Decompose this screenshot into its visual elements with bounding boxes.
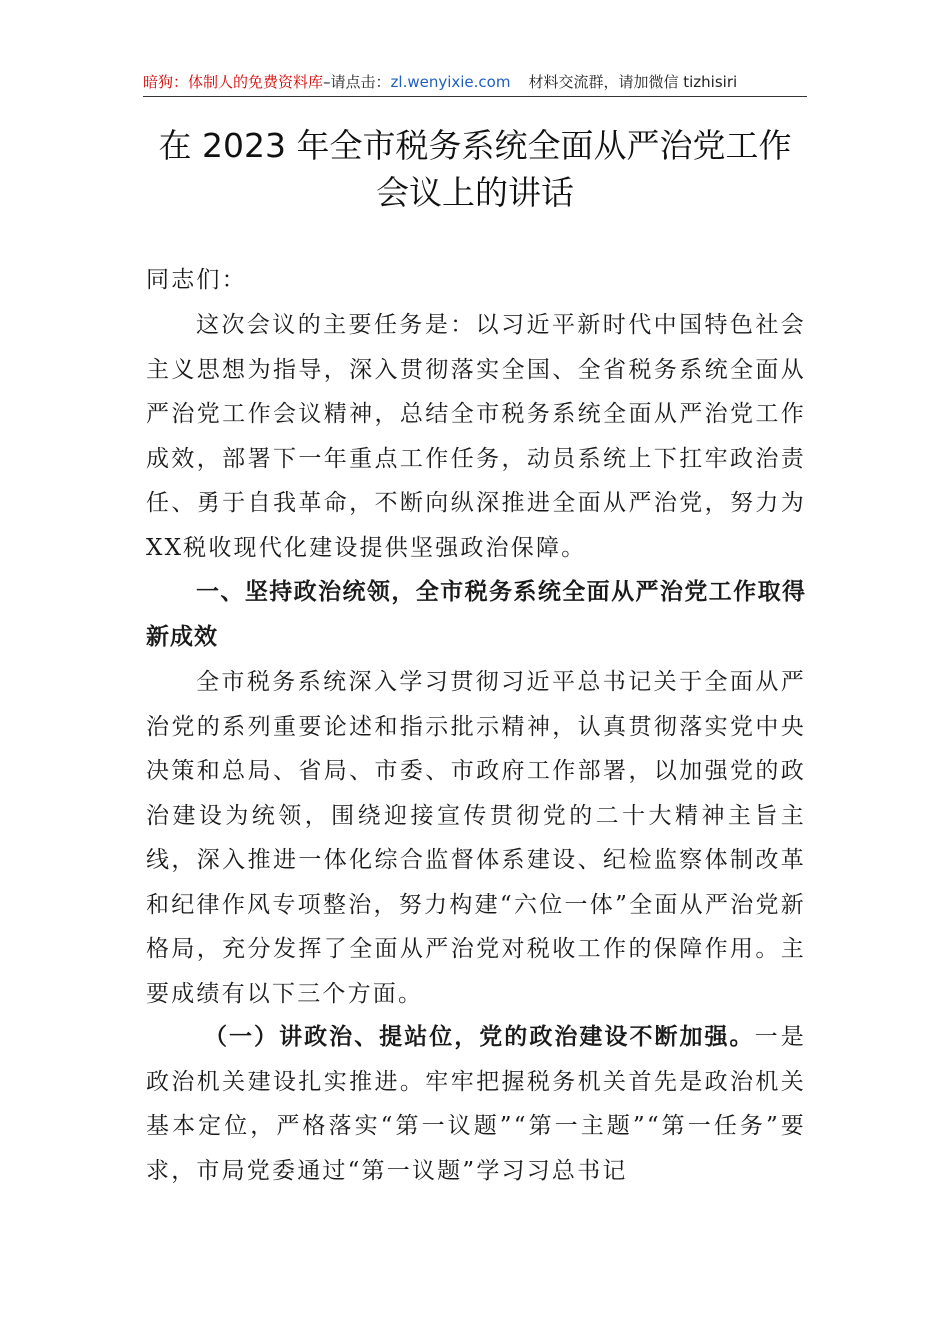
subsection-1-heading: （一）讲政治、提站位，党的政治建设不断加强。 bbox=[204, 1024, 755, 1050]
page-header bbox=[143, 68, 807, 97]
intro-paragraph: 这次会议的主要任务是：以习近平新时代中国特色社会主义思想为指导，深入贯彻落实全国、全省税务系统全面从严治党工作会议精神，总结全市税务系统全面从严治党工作成效，部署下一年重点工作任务，动员系统上下扛牢政治责任、勇于自我革命，不断向纵深推进全面从严治党，努力为XX税收现代化建设提供坚强政治保障。 bbox=[146, 312, 806, 561]
header-brand[interactable]: 暗狗：体制人的免费资料库 bbox=[143, 73, 324, 91]
section-1-heading: 一、坚持政治统领，全市税务系统全面从严治党工作取得新成效 bbox=[146, 579, 806, 650]
header-wechat-note: 材料交流群，请加微信 tizhisiri bbox=[528, 73, 738, 91]
subsection-1-text: 一是政治机关建设扎实推进。牢牢把握税务机关首先是政治机关基本定位，严格落实“第一议题”“第一主题”“第一任务”要求，市局党委通过“第一议题”学习习总书记 bbox=[146, 1024, 807, 1184]
title-line-1: 在 2023 年全市税务系统全面从严治党工作 bbox=[158, 126, 792, 165]
header-url-link[interactable]: zl.wenyixie.com bbox=[390, 73, 511, 91]
greeting: 同志们： bbox=[146, 267, 247, 293]
header-click-prompt: –请点击： bbox=[323, 73, 391, 91]
title-line-2: 会议上的讲话 bbox=[376, 173, 574, 212]
section-1-paragraph: 全市税务系统深入学习贯彻习近平总书记关于全面从严治党的系列重要论述和指示批示精神，认真贯彻落实党中央决策和总局、省局、市委、市政府工作部署，以加强党的政治建设为统领，围绕迎接宣传贯彻党的二十大精神主旨主线，深入推进一体化综合监督体系建设、纪检监察体制改革和纪律作风专项整治，努力构建“六位一体”全面从严治党新格局，充分发挥了全面从严治党对税收工作的保障作用。主要成绩有以下三个方面。 bbox=[146, 669, 806, 1007]
subsection-1-paragraph bbox=[146, 1015, 806, 1193]
page-title bbox=[100, 122, 850, 216]
